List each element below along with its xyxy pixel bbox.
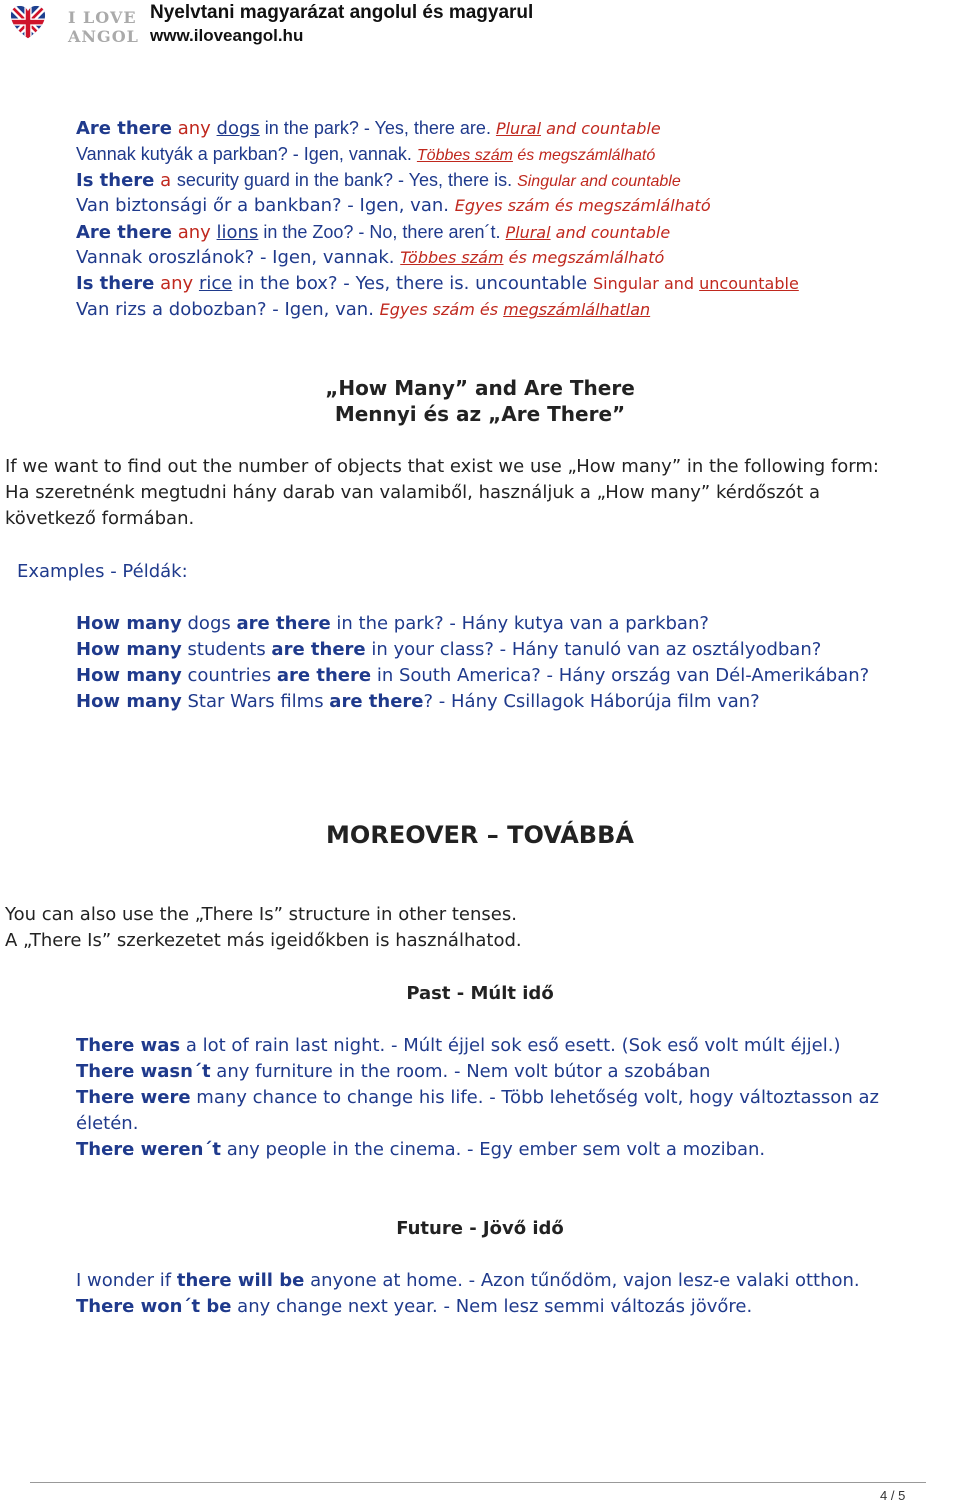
past-example-3-cont: életén. bbox=[76, 1113, 139, 1134]
footer-divider bbox=[30, 1482, 926, 1483]
logo-line2: ANGOL bbox=[68, 27, 139, 46]
paragraph-line-1: If we want to find out the number of objects that exist we use „How many” in the following form: bbox=[5, 456, 879, 477]
section-heading-moreover: MOREOVER – TOVÁBBÁ bbox=[326, 821, 634, 849]
how-many-example-1: How many dogs are there in the park? - Hány kutya van a parkban? bbox=[76, 613, 709, 634]
section-heading-future: Future - Jövő idő bbox=[396, 1218, 564, 1239]
header-url[interactable]: www.iloveangol.hu bbox=[150, 26, 304, 45]
example-line-5: Are there any lions in the Zoo? - No, there aren´t. Plural and countable bbox=[76, 222, 671, 243]
link-rice[interactable]: rice bbox=[198, 273, 233, 294]
example-line-3: Is there a security guard in the bank? - Yes, there is. Singular and countable bbox=[76, 170, 681, 191]
uk-flag-heart-icon bbox=[10, 5, 46, 41]
site-logo[interactable] bbox=[6, 3, 139, 47]
header-title: Nyelvtani magyarázat angolul és magyarul bbox=[150, 2, 534, 23]
link-plural[interactable]: Plural bbox=[495, 119, 542, 138]
link-dogs[interactable]: dogs bbox=[216, 118, 260, 139]
example-line-8: Van rizs a dobozban? - Igen, van. Egyes szám és megszámlálhatlan bbox=[76, 299, 651, 320]
logo-line1: I LOVE bbox=[68, 8, 137, 27]
link-lions[interactable]: lions bbox=[216, 222, 259, 243]
example-line-1: Are there any dogs in the park? - Yes, there are. Plural and countable bbox=[76, 118, 661, 139]
example-line-6: Vannak oroszlánok? - Igen, vannak. Többes szám és megszámlálható bbox=[76, 247, 665, 268]
example-line-4: Van biztonsági őr a bankban? - Igen, van. Egyes szám és megszámlálható bbox=[76, 195, 711, 216]
link-tobbes-szam[interactable]: Többes szám bbox=[416, 147, 513, 164]
page-header bbox=[0, 0, 960, 52]
example-line-2: Vannak kutyák a parkban? - Igen, vannak. Többes szám és megszámlálható bbox=[76, 144, 656, 164]
how-many-example-4: How many Star Wars films are there? - Hány Csillagok Háborúja film van? bbox=[76, 691, 760, 712]
future-example-1: I wonder if there will be anyone at home. - Azon tűnődöm, vajon lesz-e valaki otthon. bbox=[76, 1270, 860, 1291]
past-example-1: There was a lot of rain last night. - Múlt éjjel sok eső esett. (Sok eső volt múlt éjjel.) bbox=[76, 1035, 841, 1056]
past-example-4: There weren´t any people in the cinema. - Egy ember sem volt a moziban. bbox=[76, 1139, 766, 1160]
section-heading-past: Past - Múlt idő bbox=[406, 983, 554, 1004]
link-uncountable[interactable]: uncountable bbox=[699, 274, 799, 293]
section-heading-how-many: „How Many” and Are There bbox=[325, 376, 635, 400]
section-heading-mennyi: Mennyi és az „Are There” bbox=[334, 402, 626, 426]
paragraph-line-2: Ha szeretnénk megtudni hány darab van valamiből, használjuk a „How many” kérdőszót a bbox=[5, 482, 821, 503]
link-plural-2[interactable]: Plural bbox=[505, 223, 551, 242]
how-many-example-3: How many countries are there in South America? - Hány ország van Dél-Amerikában? bbox=[76, 665, 870, 686]
example-line-7: Is there any rice in the box? - Yes, there is. uncountable Singular and uncountable bbox=[76, 273, 799, 294]
link-tobbes-szam-2[interactable]: Többes szám bbox=[400, 248, 504, 267]
paragraph-line-3: következő formában. bbox=[5, 508, 195, 529]
moreover-line-1: You can also use the „There Is” structure in other tenses. bbox=[5, 904, 517, 925]
past-example-3: There were many chance to change his life. - Több lehetőség volt, hogy változtasson az bbox=[76, 1087, 879, 1108]
past-example-2: There wasn´t any furniture in the room. - Nem volt bútor a szobában bbox=[76, 1061, 711, 1082]
link-megszamlalhatlan[interactable]: megszámlálhatlan bbox=[503, 300, 651, 319]
future-example-2: There won´t be any change next year. - Nem lesz semmi változás jövőre. bbox=[76, 1296, 753, 1317]
how-many-example-2: How many students are there in your class? - Hány tanuló van az osztályodban? bbox=[76, 639, 822, 660]
page-number: 4 / 5 bbox=[880, 1488, 906, 1503]
moreover-line-2: A „There Is” szerkezetet más igeidőkben is használhatod. bbox=[5, 930, 522, 951]
examples-label: Examples - Példák: bbox=[17, 561, 188, 582]
